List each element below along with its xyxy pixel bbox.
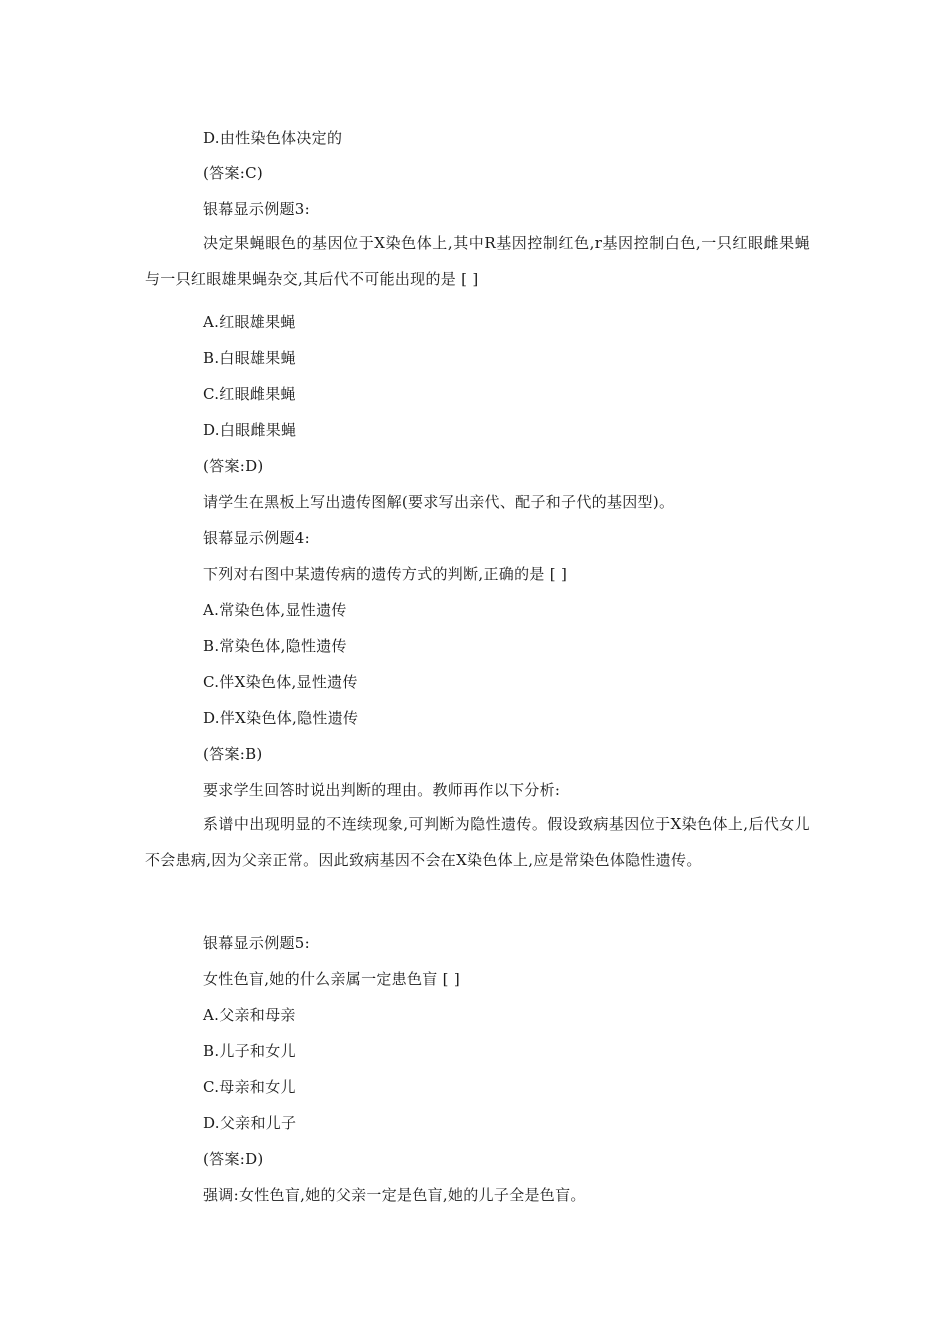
option-a-q3: A.红眼雄果蝇 [203,313,296,331]
example-3-question: 决定果蝇眼色的基因位于X染色体上,其中R基因控制红色,r基因控制白色,一只红眼雌果蝇与一只红眼雄果蝇杂交,其后代不可能出现的是 [ ] [145,234,810,288]
answer-q5: (答案:D) [203,1150,264,1168]
answer-q3: (答案:D) [203,457,264,475]
teacher-instruction-2: 要求学生回答时说出判断的理由。教师再作以下分析: [203,781,561,799]
option-d-q5: D.父亲和儿子 [203,1114,297,1132]
option-d-q2: D.由性染色体决定的 [203,129,343,147]
example-3-heading: 银幕显示例题3: [203,200,310,218]
option-c-q5: C.母亲和女儿 [203,1078,296,1096]
option-c-q3: C.红眼雌果蝇 [203,385,296,403]
option-d-q3: D.白眼雌果蝇 [203,421,297,439]
answer-q4: (答案:B) [203,745,263,763]
option-a-q5: A.父亲和母亲 [203,1006,296,1024]
option-b-q3: B.白眼雄果蝇 [203,349,296,367]
analysis-paragraph: 系谱中出现明显的不连续现象,可判断为隐性遗传。假设致病基因位于X染色体上,后代女儿不会患病,因为父亲正常。因此致病基因不会在X染色体上,应是常染色体隐性遗传。 [145,815,810,869]
example-4-question: 下列对右图中某遗传病的遗传方式的判断,正确的是 [ ] [203,565,568,583]
option-b-q5: B.儿子和女儿 [203,1042,296,1060]
teacher-instruction-1: 请学生在黑板上写出遗传图解(要求写出亲代、配子和子代的基因型)。 [203,493,675,511]
emphasis-note: 强调:女性色盲,她的父亲一定是色盲,她的儿子全是色盲。 [203,1186,586,1204]
example-4-heading: 银幕显示例题4: [203,529,310,547]
example-5-question: 女性色盲,她的什么亲属一定患色盲 [ ] [203,970,461,988]
option-b-q4: B.常染色体,隐性遗传 [203,637,347,655]
example-5-heading: 银幕显示例题5: [203,934,310,952]
option-c-q4: C.伴X染色体,显性遗传 [203,673,358,691]
option-a-q4: A.常染色体,显性遗传 [203,601,347,619]
option-d-q4: D.伴X染色体,隐性遗传 [203,709,359,727]
answer-q2: (答案:C) [203,164,264,182]
